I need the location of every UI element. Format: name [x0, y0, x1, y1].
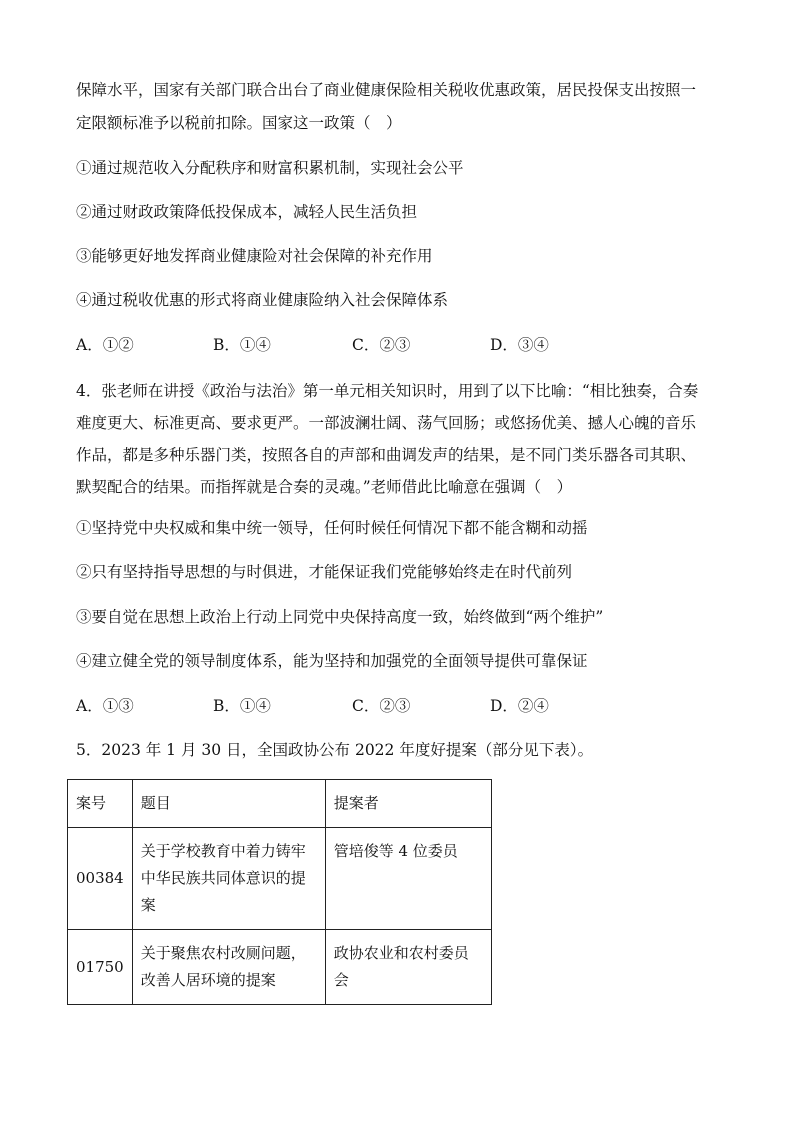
q3-option-b[interactable]: B．①④	[213, 336, 271, 354]
q3-option-a[interactable]: A．①②	[76, 336, 134, 354]
q4-item-4: ④建立健全党的领导制度体系，能为坚持和加强党的全面领导提供可靠保证	[76, 652, 588, 670]
q3-option-c[interactable]: C．②③	[352, 336, 411, 354]
header-proposer: 提案者	[325, 780, 491, 828]
q4-option-a[interactable]: A．①③	[76, 697, 134, 715]
q4-stem-line-1: 4．张老师在讲授《政治与法治》第一单元相关知识时，用到了以下比喻：“相比独奏，合奏	[76, 382, 699, 400]
q3-stem-line-1: 保障水平，国家有关部门联合出台了商业健康保险相关税收优惠政策，居民投保支出按照一	[76, 81, 697, 99]
q4-item-2: ②只有坚持指导思想的与时俱进，才能保证我们党能够始终走在时代前列	[76, 563, 573, 581]
q3-option-d[interactable]: D．③④	[490, 336, 549, 354]
q3-item-3: ③能够更好地发挥商业健康险对社会保障的补充作用	[76, 247, 433, 265]
table-row	[68, 930, 492, 1005]
q4-option-d[interactable]: D．②④	[490, 697, 549, 715]
cell-case-number: 00384	[68, 828, 133, 930]
q4-option-b[interactable]: B．①④	[213, 697, 271, 715]
header-case-number: 案号	[68, 780, 133, 828]
proposal-table	[67, 779, 492, 1005]
q3-item-2: ②通过财政政策降低投保成本，减轻人民生活负担	[76, 203, 418, 221]
cell-title: 关于学校教育中着力铸牢中华民族共同体意识的提案	[132, 828, 325, 930]
header-title: 题目	[132, 780, 325, 828]
cell-proposer: 管培俊等 4 位委员	[325, 828, 491, 930]
q3-item-1: ①通过规范收入分配秩序和财富积累机制，实现社会公平	[76, 159, 464, 177]
table-row	[68, 828, 492, 930]
q4-stem-line-4: 默契配合的结果。而指挥就是合奏的灵魂。”老师借此比喻意在强调（ ）	[76, 478, 573, 496]
q4-option-c[interactable]: C．②③	[352, 697, 411, 715]
q4-stem-line-3: 作品，都是多种乐器门类，按照各自的声部和曲调发声的结果，是不同门类乐器各司其职、	[76, 446, 697, 464]
q3-stem-line-2: 定限额标准予以税前扣除。国家这一政策（ ）	[76, 114, 402, 132]
q3-item-4: ④通过税收优惠的形式将商业健康险纳入社会保障体系	[76, 291, 449, 309]
q4-item-1: ①坚持党中央权威和集中统一领导，任何时候任何情况下都不能含糊和动摇	[76, 519, 588, 537]
q4-stem-line-2: 难度更大、标准更高、要求更严。一部波澜壮阔、荡气回肠；或悠扬优美、撼人心魄的音乐	[76, 414, 697, 432]
cell-case-number: 01750	[68, 930, 133, 1005]
q4-item-3: ③要自觉在思想上政治上行动上同党中央保持高度一致，始终做到“两个维护”	[76, 608, 604, 626]
cell-title: 关于聚焦农村改厕问题，改善人居环境的提案	[132, 930, 325, 1005]
table-header-row	[68, 780, 492, 828]
q5-stem: 5．2023 年 1 月 30 日，全国政协公布 2022 年度好提案（部分见下表）。	[76, 741, 594, 759]
cell-proposer: 政协农业和农村委员会	[325, 930, 491, 1005]
